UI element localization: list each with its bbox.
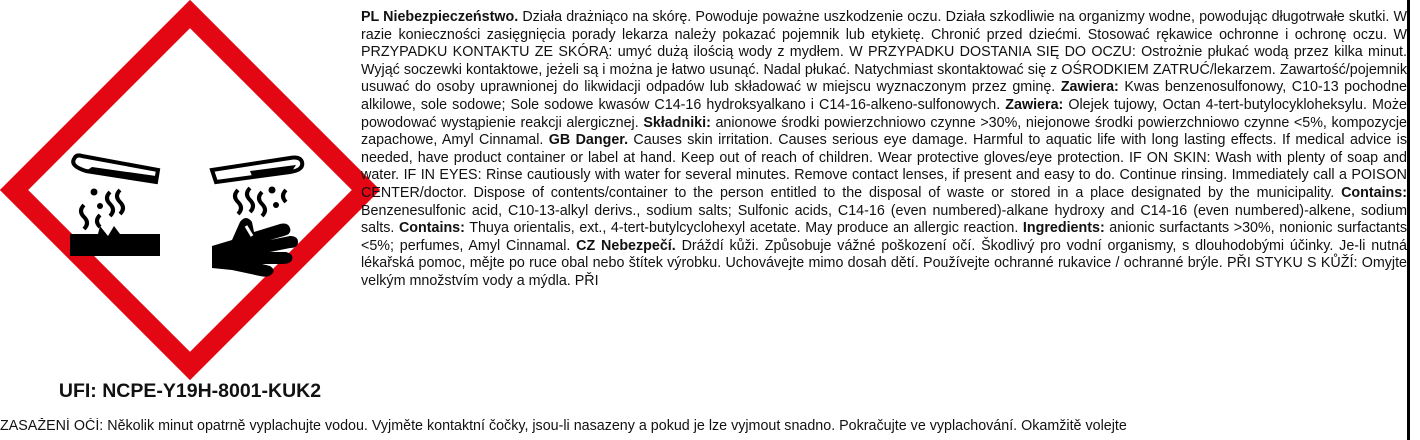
pl-ingredients-label: Składniki: — [643, 114, 711, 131]
gb-ingredients-text: anionic surfactants >30%, nonionic surfactants <5%; perfumes, Amyl Cinnamal. — [361, 220, 1408, 254]
cut-off-text-line: ZASAŽENÍ OČÍ: Několik minut opatrně vyplachujte vodou. Vyjměte kontaktní čočky, jsou-li nasazeny a pokud je lze vyjmout snadno. Pokračujte ve vyplachování. Okamžitě volejte — [0, 418, 1127, 434]
hazard-label-text — [361, 9, 1407, 291]
pl-contains-text-2: Olejek tujowy, Octan 4-tert-butylocykloheksylu. Może powodować wystąpienie reakcji alergicznej. — [361, 96, 1407, 131]
gb-contains-label-2: Contains: — [398, 220, 465, 237]
cz-heading: CZ Nebezpečí. — [576, 237, 676, 254]
gb-contains-label: Contains: — [1341, 184, 1407, 201]
ufi-code: UFI: NCPE-Y19H-8001-KUK2 — [58, 380, 322, 402]
pl-hazard-statements: Działa drażniąco na skórę. Powoduje poważne uszkodzenie oczu. Działa szkodliwie na organizmy wodne, powodując długotrwałe skutki. W razie konieczności zasięgnięcia porady lekarza należy pokazać pojemnik lub etykietę. Chronić przed dziećmi. Stosować rękawice ochronne i ochronę oczu. W PRZYPADKU KONTAKTU ZE SKÓRĄ: umyć dużą ilością wody z mydłem. W PRZYPADKU DOSTANIA SIĘ DO OCZU: Ostrożnie płukać wodą przez kilka minut. Wyjąć soczewki kontaktowe, jeżeli są i można je łatwo usunąć. Nadal płukać. Natychmiast skontaktować się z OŚRODKIEM ZATRUĆ/lekarzem. Zawartość/pojemnik usuwać do osoby uprawnionej do likwidacji odpadów lub składować w miejscu wyznaczonym przez gminę. — [361, 9, 1407, 96]
pictogram-diamond-border — [14, 14, 366, 366]
pl-heading: PL Niebezpieczeństwo. — [361, 9, 519, 25]
gb-hazard-statements: Causes skin irritation. Causes serious eye damage. Harmful to aquatic life with long lasting effects. If medical advice is needed, have product container or label at hand. Keep out of reach of children. Wear protective gloves/eye protection. IF ON SKIN: Wash with plenty of soap and water. IF IN EYES: Rinse cautiously with water for several minutes. Remove contact lenses, if present and easy to do. Continue rinsing. Immediately call a POISON CENTER/doctor. Dispose of contents/container to the person entitled to the disposal of waste or stored in a place designated by the municipality. — [361, 132, 1407, 201]
label-paragraph — [361, 9, 1407, 291]
gb-ingredients-label: Ingredients: — [1022, 220, 1105, 237]
cz-hazard-statements: Dráždí kůži. Způsobuje vážné poškození očí. Škodlivý pro vodní organismy, s dlouhodobými účinky. Je-li nutná lékařská pomoc, mějte po ruce obal nebo štítek výrobku. Uchovávejte mimo dosah dětí. Používejte ochranné rukavice / ochranné brýle. PŘI STYKU S KŮŽÍ: Omyjte velkým množstvím vody a mýdla. PŘI — [361, 237, 1407, 289]
pl-contains-label-2: Zawiera: — [1005, 96, 1064, 113]
pl-contains-text: Kwas benzenosulfonowy, C10-13 pochodne alkilowe, sole sodowe; Sole sodowe kwasów C14-16 hydroksyalkano i C14-16-alkeno-sulfonowych. — [361, 79, 1407, 113]
pl-ingredients-text: anionowe środki powierzchniowo czynne >30%, niejonowe środki powierzchniowo czynne <5%, kompozycje zapachowe, Amyl Cinnamal. — [361, 114, 1407, 149]
pl-contains-label: Zawiera: — [1060, 79, 1119, 96]
gb-contains-text-2: Thuya orientalis, ext., 4-tert-butylcyclohexyl acetate. May produce an allergic reaction. — [464, 220, 1023, 237]
gb-heading: GB Danger. — [548, 132, 629, 149]
corrosive-hazard-icon — [0, 0, 380, 380]
gb-contains-text: Benzenesulfonic acid, C10-13-alkyl derivs., sodium salts; Sulfonic acids, C14-16 (even numbered)-alkane hydroxy and C14-16 (even numbered)-alkene, sodium salts. — [361, 202, 1407, 237]
